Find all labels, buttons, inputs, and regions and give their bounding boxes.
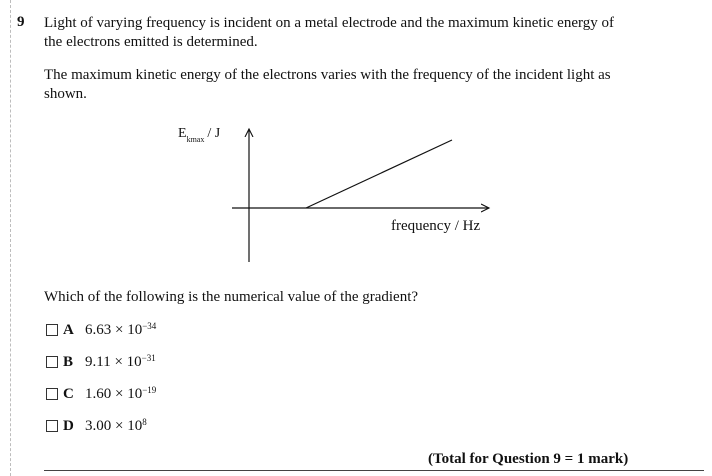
x-axis-label: frequency / Hz <box>391 218 481 234</box>
option-d-value: $3.00 \times 10^8$ <box>85 417 147 434</box>
question-number: 9 <box>17 14 25 30</box>
bottom-divider <box>44 470 704 471</box>
option-d-checkbox[interactable] <box>46 420 58 432</box>
option-b-checkbox[interactable] <box>46 356 58 368</box>
option-a-checkbox[interactable] <box>46 324 58 336</box>
option-c-value: $1.60 \times 10^{-19}$ <box>85 385 157 402</box>
question-prompt: Which of the following is the numerical value of the gradient? <box>44 289 419 305</box>
option-a[interactable] <box>46 321 156 339</box>
option-d-letter: D <box>63 417 74 434</box>
option-a-value: $6.63 \times 10^{-34}$ <box>85 321 157 338</box>
option-b-letter: B <box>63 353 74 370</box>
option-a-letter: A <box>63 321 74 338</box>
option-c-letter: C <box>63 385 74 402</box>
option-b-value: $9.11 \times 10^{-31}$ <box>85 353 156 370</box>
total-marks: (Total for Question 9 = 1 mark) <box>428 451 629 467</box>
option-b[interactable] <box>46 353 156 371</box>
option-d[interactable] <box>46 417 147 435</box>
y-axis-label: $E_{kmax}$ / J <box>178 126 221 144</box>
option-c[interactable] <box>46 385 156 403</box>
option-c-checkbox[interactable] <box>46 388 58 400</box>
kinetic-energy-line <box>306 140 452 208</box>
graph-description: The maximum kinetic energy of the electrons varies with the frequency of the incident light as shown. <box>44 67 611 102</box>
intro-text: Light of varying frequency is incident on a metal electrode and the maximum kinetic energy of the electrons emitted is determined. <box>44 15 614 50</box>
